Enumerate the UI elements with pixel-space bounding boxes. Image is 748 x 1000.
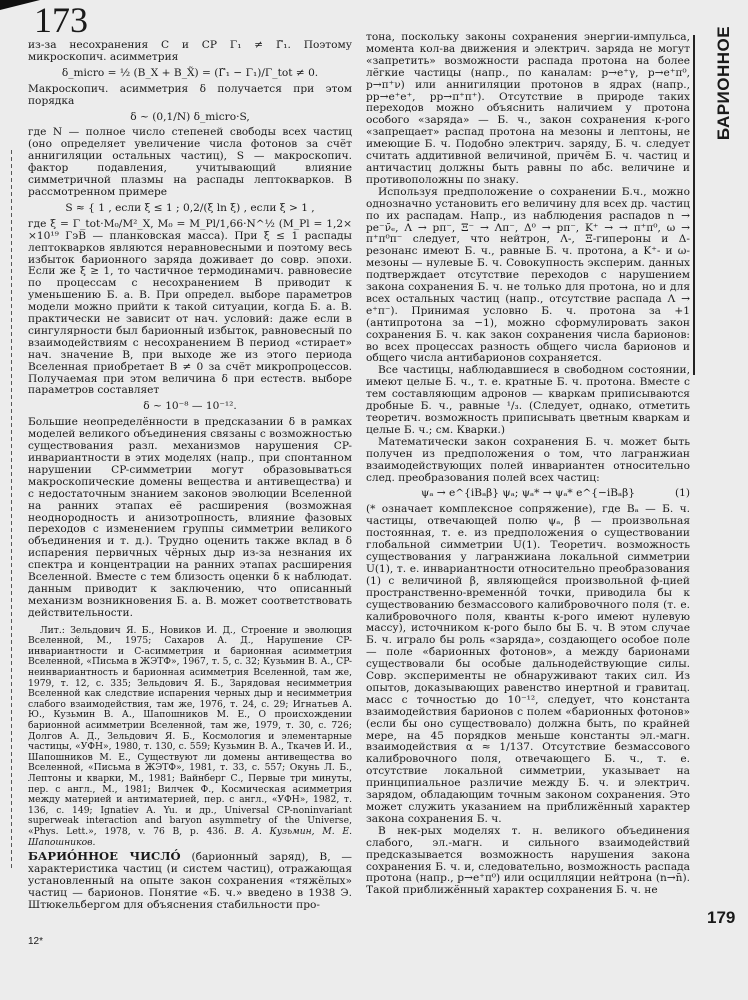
formula-delta-range: δ ~ 10⁻⁸ — 10⁻¹². — [143, 400, 237, 413]
paragraph: Все частицы, наблюдавшиеся в свободном состоянии, имеют целые Б. ч., т. е. кратные Б. ч. протона. Вместе с тем составляющим адронов — кваркам приписываются дробные Б. ч., равные ¹/₃. (Следует, однако, отметить теоретич. возможность приписывать цветным кваркам и целые Б. ч.; см. Кварки.) — [366, 364, 690, 436]
paragraph: где N — полное число степеней свободы всех частиц (оно определяет увеличение числа фотонов за счёт аннигиляции остальных частиц), S — макроскопич. фактор подавления, учитывающий влияние симметричной плазмы на распады лептокварков. В рассмотренном примере — [28, 126, 352, 198]
equation-1 — [366, 488, 690, 500]
equation-body: ψₐ → e^{iBₐβ} ψₐ; ψₐ* → ψₐ* e^{−iBₐβ} — [421, 487, 635, 500]
page-number-top: 173 — [34, 0, 88, 40]
entry-title: БАРИО́ННОЕ ЧИСЛО́ — [28, 849, 181, 864]
paragraph: В нек-рых моделях т. н. великого объединения слабого, эл.-магн. и сильного взаимодействий предсказывается возможность нарушения закона сохранения Б. ч. и, следовательно, возможность распада протона (напр., p→e⁺π⁰) или осцилляции нейтрона (n→n̄). Такой приближённый характер сохранения Б. ч. не — [366, 824, 690, 897]
running-head — [712, 25, 736, 140]
paragraph: из-за несохранения C и CP Γ₁ ≠ Γ̃₁. Поэтому микроскопич. асимметрия — [28, 39, 352, 63]
left-margin-rule — [11, 150, 12, 870]
right-column — [366, 32, 690, 897]
paragraph: где ξ = Γ_tot·M₀/M²_X, M₀ = M_Pl/1,66·N^½ (M_Pl = 1,2× ×10¹⁹ ГэВ — планковская масса). При ξ ≤ 1 распады лептокварков являются неравновесными и поэтому весь избыток барионного заряда доживает до совр. эпохи. Если же ξ ≥ 1, то частичное термодинамич. равновесие по процессам с несохранением B приводит к уменьшению Б. а. В. При определ. выборе параметров модели можно прийти к такой ситуации, когда Б. а. В. практически не зависит от нач. условий: даже если в сингулярности был барионный избыток, равновесный по взаимодействиям с несохранением B период «стирает» нач. значение B, при выходе же из этого периода Вселенная приобретает B ≠ 0 за счёт микропроцессов. Получаемая при этом величина δ при естеств. выборе параметров составляет — [28, 217, 352, 397]
formula-delta: δ ~ (0,1/N) δ_micro·S, — [130, 110, 250, 123]
paragraph: тона, поскольку законы сохранения энергии-импульса, момента кол-ва движения и электрич. заряда не могут «запретить» возможности распада протона на более лёгкие частицы (напр., по каналам: p→e⁺γ, p→e⁺π⁰, p→π⁺ν) или аннигиляции протонов в ядрах (напр., pp→e⁺e⁺, pp→π⁺π⁺). Отсутствие в природе таких переходов можно объяснить наличием у протона особого «заряда» — Б. ч., закон сохранения к-рого «запрещает» распад протона на мезоны и лептоны, не имеющие Б. ч. Подобно электрич. заряду, Б. ч. следует считать аддитивной величиной, причём Б. ч. частиц и античастиц должны быть равны по абс. величине и противоположны по знаку. — [366, 31, 690, 186]
paragraph: Макроскопич. асимметрия δ получается при этом порядка — [28, 82, 352, 107]
entry-text: (барионный заряд), B, — характеристика частиц (и систем частиц), отражающая установленный на опыте закон сохранения «тяжёлых» частиц — барионов. Понятие «Б. ч.» введено в 1938 Э. Штюкельбергом для объяснения стабильности про- — [28, 851, 353, 911]
signature-mark: 12* — [28, 936, 44, 947]
equation-number: (1) — [674, 487, 690, 500]
formula-s: S ≈ { 1 , если ξ ≤ 1 ; 0,2/(ξ ln ξ) , если ξ > 1 , — [65, 201, 315, 214]
references — [28, 626, 352, 848]
formula-delta-micro: δ_micro = ½ (B_X + B_X̃) = (Γ̃₁ − Γ₁)/Γ_tot ≠ 0. — [61, 66, 319, 79]
paragraph: Математически закон сохранения Б. ч. может быть получен из предположения о том, что лагранжиан взаимодействующих полей инвариантен относительно след. преобразования полей всех частиц: — [366, 435, 690, 484]
left-column — [28, 40, 352, 912]
paragraph: (* означает комплексное сопряжение), где Bₐ — Б. ч. частицы, отвечающей полю ψₐ, β — произвольная постоянная, т. е. из предположения о существовании глобальной симметрии U(1). Теоретич. возможность существования у лагранжиана локальной симметрии U(1), т. е. инвариантности относительно преобразования (1) с величиной β, являющейся произвольной ф-цией пространственно-временнóй точки, приводила бы к существованию безмассового калибровочного поля (т. е. калибровочного поля, кванты к-рого имеют нулевую массу), источником к-рого было бы Б. ч. В этом случае Б. ч. играло бы роль «заряда», создающего особое поле — поле «барионных фотонов», а между барионами существовали бы особые дальнодействующие силы. Совр. эксперименты не обнаруживают таких сил. Из опытов, доказывающих равенство инертной и гравитац. масс с точностью до 10⁻¹², следует, что константа взаимодействия барионов с полем «барионных фотонов» (если бы оно существовало) должна быть, по крайней мере, на 45 порядков меньше константы эл.-магн. взаимодействия α ≈ 1/137. Отсутствие безмассового калибровочного поля, отвечающего Б. ч., т. е. отсутствие локальной симметрии, указывает на принципиальное различие между Б. ч. и электрич. зарядом, обладающим точным законом сохранения. Это может служить указанием на приближённый характер закона сохранения Б. ч. — [366, 503, 690, 825]
page-number-bottom: 179 — [707, 908, 736, 927]
entry — [28, 851, 352, 912]
paragraph: Используя предположение о сохранении Б.ч., можно однозначно установить его величину для всех др. частиц по их распадам. Напр., из наблюдения распадов n → pe⁻ν̄ₑ, Λ → pπ⁻, Ξ⁻ → Λπ⁻, Δ⁰ → pπ⁻, K⁺ → → π⁺π⁰, ω → π⁺π⁰π⁻ следует, что нейтрон, Λ-, Ξ-гипероны и Δ-резонанс имеют Б. ч., равные Б. ч. протона, а K⁺- и ω-мезоны — нулевые Б. ч. Совокупность эксперим. данных подтверждает отсутствие переходов с нарушением закона сохранения Б. ч. не только для протона, но и для всех остальных частиц (напр., отсутствие распада Λ → e⁺π⁻). Принимая условно Б. ч. протона за +1 (антипротона за −1), можно сформулировать закон сохранения Б. ч. как закон сохранения числа барионов: во всех процессах разность общего числа барионов и общего числа антибарионов сохраняется. — [366, 185, 690, 365]
paragraph: Большие неопределённости в предсказании δ в рамках моделей великого объединения связаны с возможностью существования разл. механизмов нарушения CP-инвариантности в этих моделях (напр., при спонтанном нарушении CP-симметрии могут образовываться макроскопические домены вещества и антивещества) и с недостаточным знанием законов эволюции Вселенной на ранних этапах её расширения (возможная неоднородность и анизотропность, влияние фазовых переходов с изменением группы симметрии великого объединения и т. д.). Трудно оценить также вклад в δ испарения первичных чёрных дыр из-за незнания их спектра и концентрации на ранних этапах расширения Вселенной. Вместе с тем близость оценки δ к наблюдат. данным приводит к заключению, что описанный механизм возникновения Б. а. В. может соответствовать действительности. — [28, 416, 352, 619]
references-text: Лит.: Зельдович Я. Б., Новиков И. Д., Строение и эволюция Вселенной, М., 1975; Сахаров А. Д., Нарушение CP-инвариантности и C-асимметрия и барионная асимметрия Вселенной, «Письма в ЖЭТФ», 1967, т. 5, с. 32; Кузьмин В. А., CP-неинвариантность и барионная асимметрия Вселенной, там же, 1979, т. 12, с. 335; Зельдович Я. Б., Зарядовая несимметрия Вселенной как следствие испарения черных дыр и несимметрия слабого взаимодействия, там же, 1976, т. 24, с. 29; Игнатьев А. Ю., Кузьмин В. А., Шапошников М. Е., О происхождении барионной асимметрии Вселенной, там же, 1979, т. 30, с. 726; Долгов А. Д., Зельдович Я. Б., Космология и элементарные частицы, «УФН», 1980, т. 130, с. 559; Кузьмин В. А., Ткачев И. И., Шапошников М. Е., Существуют ли домены антивещества во Вселенной, «Письма в ЖЭТФ», 1981, т. 33, с. 557; Окунь Л. Б., Лептоны и кварки, М., 1981; Вайнберг С., Первые три минуты, пер. с англ., М., 1981; Вилчек Ф., Космическая асимметрия между материей и антиматерией, пер. с англ., «УФН», 1982, т. 136, с. 149; Ignatiev A. Yu. и др., Universal CP-noninvariant superweak interaction and baryon asymmetry of the Universe, «Phys. Lett.», 1978, v. 76 B, p. 436. — [28, 624, 352, 837]
authors: В. А. Кузьмин, М. Е. Шапошников. — [28, 825, 353, 848]
running-head-text: БАРИОННОЕ — [714, 25, 733, 140]
right-margin-rule — [693, 35, 695, 375]
